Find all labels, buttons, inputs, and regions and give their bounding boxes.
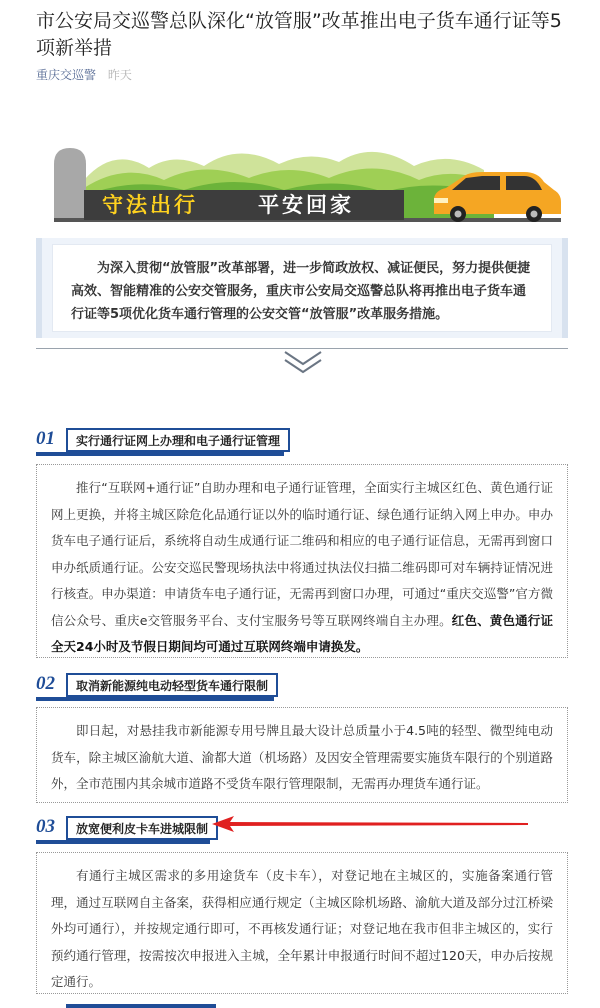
red-arrow-icon: [212, 812, 528, 836]
slogan-right: 平安回家: [258, 193, 354, 217]
section-text: 推行“互联网+通行证”自助办理和电子通行证管理，全面实行主城区红色、黄色通行证网上更换，并将主城区除危化品通行证以外的临时通行证、绿色通行证纳入网上申办。申办货车电子通行证后，系统将自动生成通行证二维码和相应的电子通行证信息，无需再到窗口申办纸质通行证。公安交巡民警现场执法中将通过执法仪扫描二维码即可对车辆持证情况进行核查。申办渠道：申请货车电子通行证，无需再到窗口办理，可通过“重庆交巡警”官方微信公众号、重庆e交管服务平台、支付宝服务号等互联网终端自主办理。: [51, 480, 553, 628]
section-number: 02: [36, 673, 55, 694]
section-underline: [36, 840, 210, 844]
section-paragraph: [51, 475, 553, 661]
section-paragraph: 有通行主城区需求的多用途货车（皮卡车），对登记地在主城区的，实施备案通行管理，通过互联网自主备案，获得相应通行规定（主城区除机场路、渝航大道及部分过江桥梁外均可通行），并按规定通行即可，不再核发通行证；对登记地在我市但非主城区的，实行预约通行管理，按需按次申报进入主城，全年累计申报通行时间不超过120天，申办后按规定通行。: [51, 868, 553, 989]
section-title: 取消新能源纯电动轻型货车通行限制: [66, 673, 278, 697]
publish-time: 昨天: [107, 68, 132, 82]
section-title: 实行通行证网上办理和电子通行证管理: [66, 428, 290, 452]
section-header-02: [36, 671, 276, 697]
section-header-03: [36, 814, 212, 840]
section-body-02: [36, 707, 568, 803]
section-number: 03: [36, 816, 55, 837]
article-meta: [36, 66, 132, 83]
chevron-down-icon: [281, 348, 325, 378]
section-body-03: [36, 852, 568, 994]
intro-text: 为深入贯彻“放管服”改革部署，进一步简政放权、减证便民，努力提供便捷高效、智能精准的公安交管服务，重庆市公安局交巡警总队将再推出电子货车通行证等5项优化货车通行管理的公安交管“放管服”改革服务措施。: [71, 261, 531, 322]
next-section-underline: [66, 1004, 216, 1008]
section-bold-text: 红色、黄色通行证全天24小时及节假日期间均可通过互联网终端申请换发。: [51, 612, 553, 654]
section-paragraph: 即日起，对悬挂我市新能源专用号牌且最大设计总质量小于4.5吨的轻型、微型纯电动货车，除主城区渝航大道、渝都大道（机场路）及因安全管理需要实施货车限行的个别道路外，全市范围内其余城市道路不受货车限行管理限制，无需再办理货车通行证。: [51, 723, 553, 791]
section-underline: [36, 697, 274, 701]
section-underline: [36, 452, 284, 456]
section-body-01: [36, 464, 568, 658]
author-link[interactable]: 重庆交巡警: [36, 68, 97, 82]
section-header-01: [36, 426, 286, 452]
intro-box: [36, 238, 568, 338]
section-number: 01: [36, 428, 55, 449]
banner-image: [54, 140, 561, 222]
slogan-left: 守法出行: [102, 193, 198, 217]
intro-inner: [52, 244, 552, 332]
article-title: 市公安局交巡警总队深化“放管服”改革推出电子货车通行证等5项新举措: [36, 10, 562, 59]
section-title: 放宽便利皮卡车进城限制: [66, 816, 218, 840]
